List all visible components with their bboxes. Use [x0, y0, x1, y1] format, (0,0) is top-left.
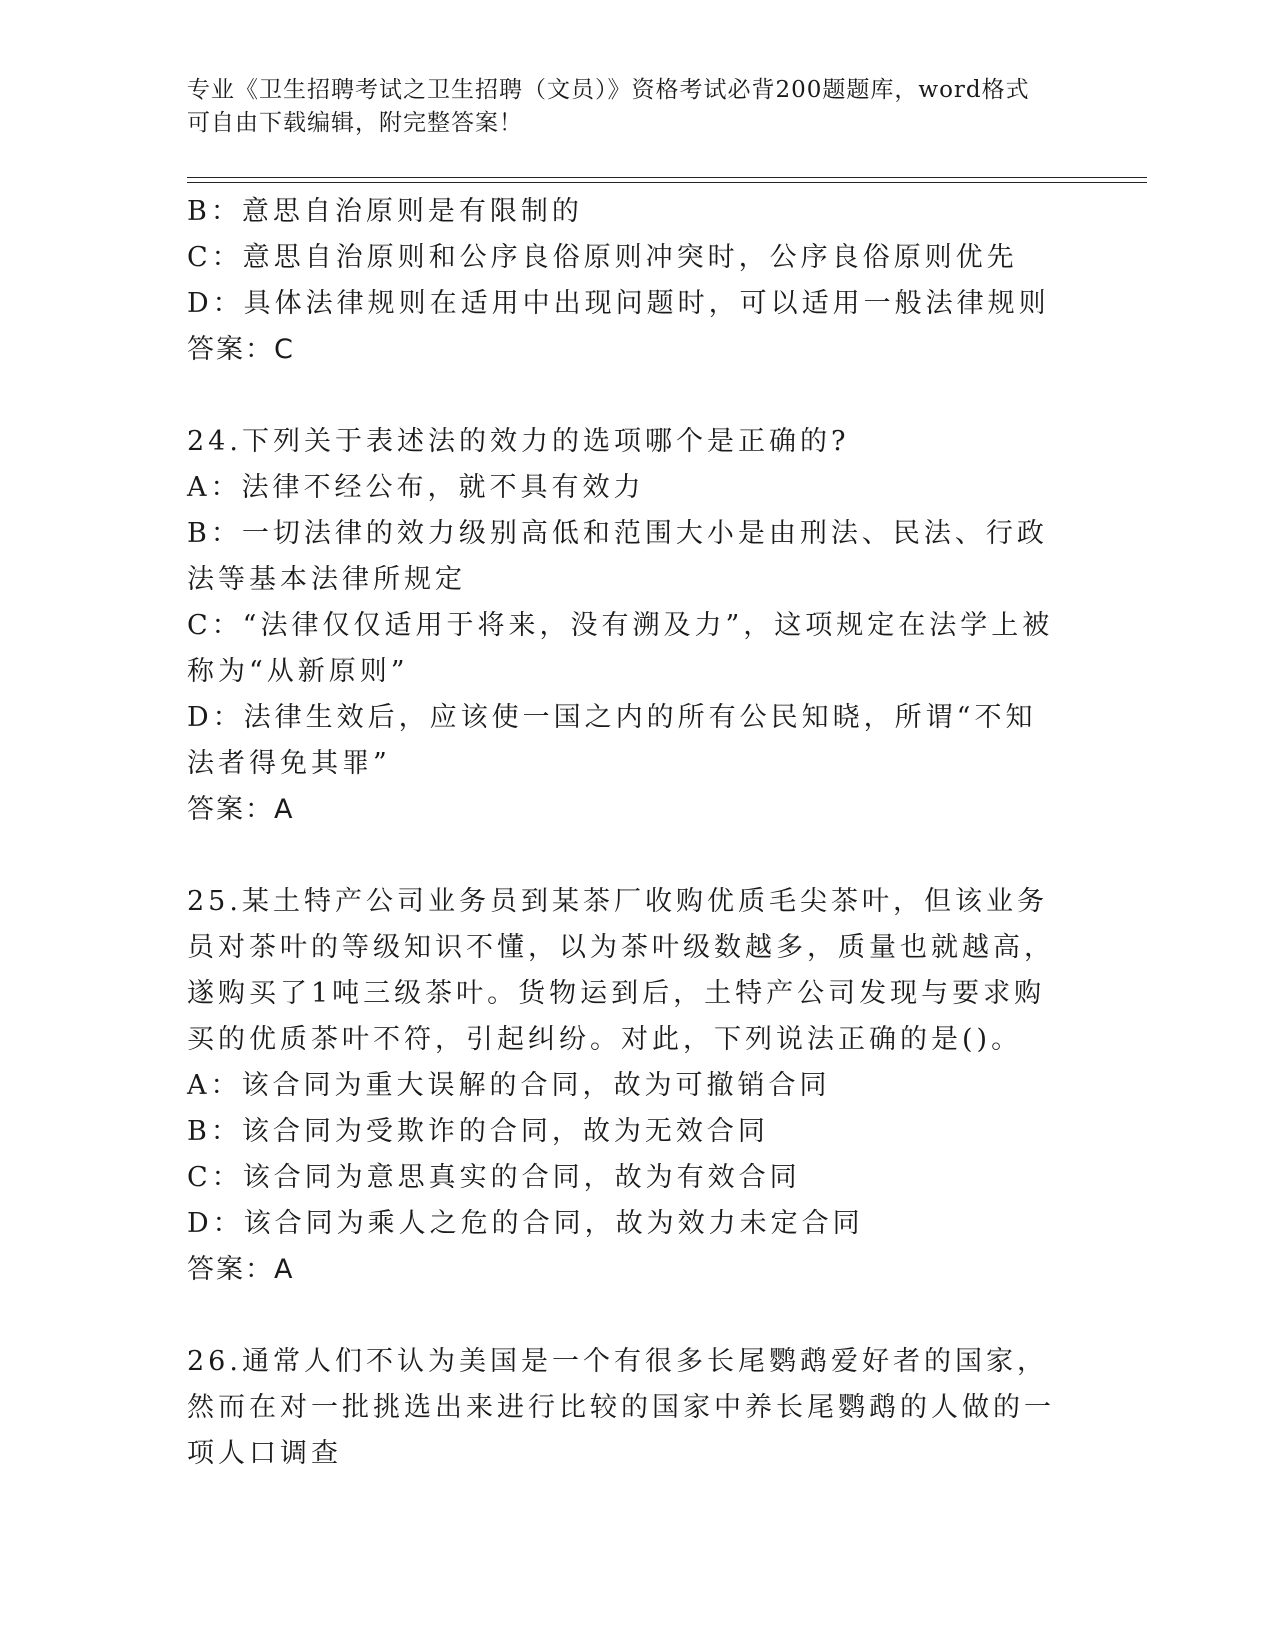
document-header — [187, 74, 1067, 140]
q25-option-b: B：该合同为受欺诈的合同，故为无效合同 — [187, 1116, 769, 1147]
q25-option-a: A：该合同为重大误解的合同，故为可撤销合同 — [187, 1070, 831, 1101]
question-24 — [187, 419, 1067, 833]
header-line-1: 专业《卫生招聘考试之卫生招聘（文员）》资格考试必背200题题库，word格式 — [187, 77, 1030, 103]
header-line-2: 可自由下载编辑，附完整答案！ — [187, 110, 523, 136]
question-23-tail — [187, 189, 1067, 373]
header-divider-bottom — [187, 182, 1147, 183]
question-content — [187, 189, 1067, 1477]
q24-question: 24.下列关于表述法的效力的选项哪个是正确的? — [187, 426, 850, 457]
q24-option-d: D：法律生效后，应该使一国之内的所有公民知晓，所谓“不知法者得免其罪” — [187, 702, 1037, 779]
q24-answer: 答案：A — [187, 794, 295, 825]
question-25 — [187, 879, 1067, 1293]
header-divider-top — [187, 177, 1147, 178]
question-26 — [187, 1339, 1067, 1477]
q24-option-c: C：“法律仅仅适用于将来，没有溯及力”，这项规定在法学上被称为“从新原则” — [187, 610, 1054, 687]
q25-option-d: D：该合同为乘人之危的合同，故为效力未定合同 — [187, 1208, 864, 1239]
q26-question: 26.通常人们不认为美国是一个有很多长尾鹦鹉爱好者的国家，然而在对一批挑选出来进行比较的国家中养长尾鹦鹉的人做的一项人口调查 — [187, 1346, 1055, 1469]
q23-option-b: B：意思自治原则是有限制的 — [187, 196, 583, 227]
q23-answer: 答案：C — [187, 334, 295, 365]
q24-option-a: A：法律不经公布，就不具有效力 — [187, 472, 645, 503]
q23-option-c: C：意思自治原则和公序良俗原则冲突时，公序良俗原则优先 — [187, 242, 1018, 273]
q25-answer: 答案：A — [187, 1254, 295, 1285]
q25-question: 25.某土特产公司业务员到某茶厂收购优质毛尖茶叶，但该业务员对茶叶的等级知识不懂，以为茶叶级数越多，质量也就越高，遂购买了1吨三级茶叶。货物运到后，土特产公司发现与要求购买的优质茶叶不符，引起纠纷。对此，下列说法正确的是()。 — [187, 886, 1055, 1055]
q24-option-b: B：一切法律的效力级别高低和范围大小是由刑法、民法、行政法等基本法律所规定 — [187, 518, 1048, 595]
q25-option-c: C：该合同为意思真实的合同，故为有效合同 — [187, 1162, 801, 1193]
q23-option-d: D：具体法律规则在适用中出现问题时，可以适用一般法律规则 — [187, 288, 1050, 319]
